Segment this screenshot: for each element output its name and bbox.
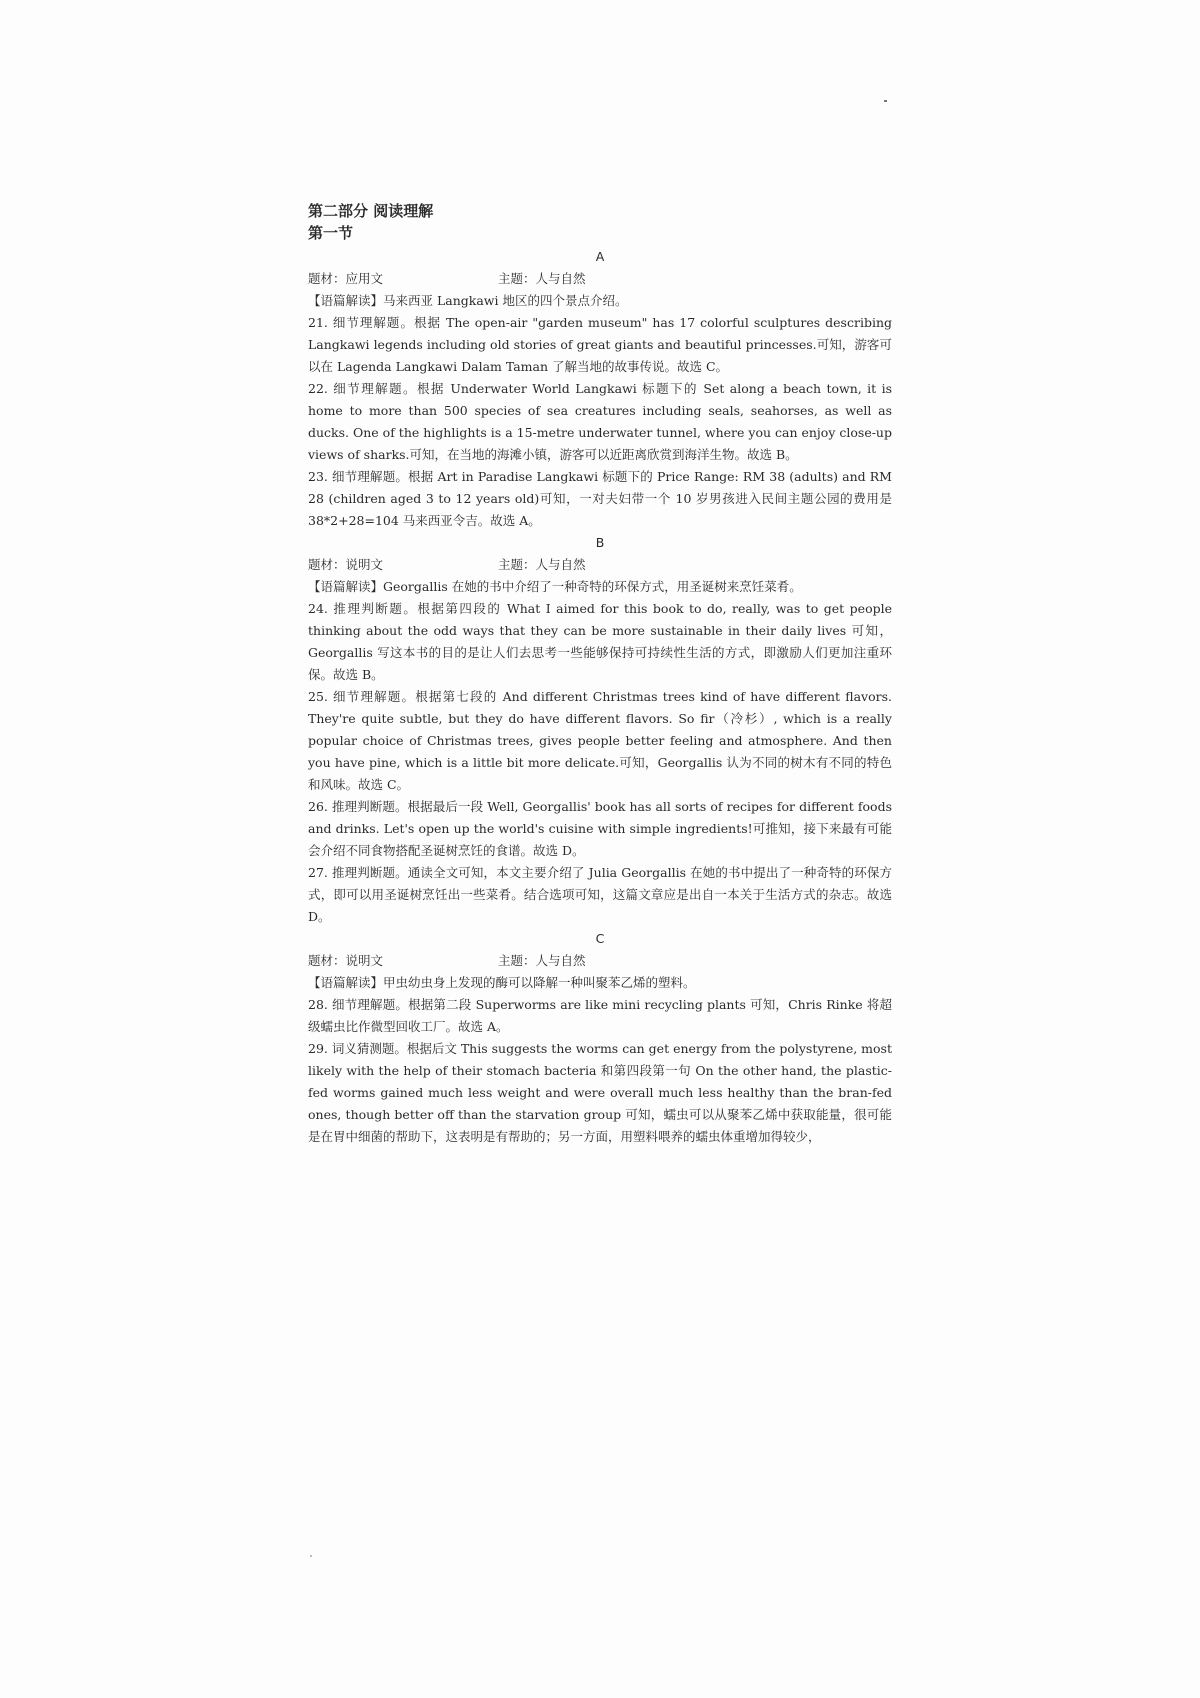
passage-c-meta <box>308 950 892 972</box>
passage-letter-b: B <box>595 535 605 550</box>
section-title: 第一节 <box>308 224 354 242</box>
answer-21: 21. 细节理解题。根据 The open-air "garden museum" has 17 colorful sculptures describing Langkawi legends including old stories of great giants and beautiful princesses.可知，游客可以在 Lagenda Langkawi Dalam Taman 了解当地的故事传说。故选 C。 <box>308 315 892 374</box>
scan-speck <box>884 100 887 102</box>
passage-b-meta <box>308 554 892 576</box>
theme-label: 主题：人与自然 <box>498 271 586 286</box>
scan-speck <box>310 1555 312 1557</box>
genre-label: 题材：应用文 <box>308 271 384 286</box>
theme-label: 主题：人与自然 <box>498 953 586 968</box>
answer-28: 28. 细节理解题。根据第二段 Superworms are like mini recycling plants 可知，Chris Rinke 将超级蠕虫比作微型回收工厂。故选 A。 <box>308 997 892 1034</box>
answer-key-content <box>308 200 892 1148</box>
passage-b-summary: 【语篇解读】Georgallis 在她的书中介绍了一种奇特的环保方式，用圣诞树来烹饪菜肴。 <box>308 579 802 594</box>
passage-letter-c: C <box>595 931 605 946</box>
theme-label: 主题：人与自然 <box>498 557 586 572</box>
genre-label: 题材：说明文 <box>308 557 384 572</box>
answer-27: 27. 推理判断题。通读全文可知，本文主要介绍了 Julia Georgallis 在她的书中提出了一种奇特的环保方式，即可以用圣诞树烹饪出一些菜肴。结合选项可知，这篇文章应是出自一本关于生活方式的杂志。故选 D。 <box>308 865 892 924</box>
part-title: 第二部分 阅读理解 <box>308 202 434 220</box>
answer-29: 29. 词义猜测题。根据后文 This suggests the worms can get energy from the polystyrene, most likely with the help of their stomach bacteria 和第四段第一句 On the other hand, the plastic-fed worms gained much less weight and were overall much less healthy than the bran-fed ones, though better off than the starvation group 可知，蠕虫可以从聚苯乙烯中获取能量，很可能是在胃中细菌的帮助下，这表明是有帮助的；另一方面，用塑料喂养的蠕虫体重增加得较少， <box>308 1041 892 1144</box>
answer-24: 24. 推理判断题。根据第四段的 What I aimed for this book to do, really, was to get people thinking about the odd ways that they can be more sustainable in their daily lives 可知，Georgallis 写这本书的目的是让人们去思考一些能够保持可持续性生活的方式，即激励人们更加注重环保。故选 B。 <box>308 601 892 682</box>
answer-25: 25. 细节理解题。根据第七段的 And different Christmas trees kind of have different flavors. They're quite subtle, but they do have different flavors. So fir（冷杉）, which is a really popular choice of Christmas trees, gives people better feeling and atmosphere. And then you have pine, which is a little bit more delicate.可知，Georgallis 认为不同的树木有不同的特色和风味。故选 C。 <box>308 689 892 792</box>
genre-label: 题材：说明文 <box>308 953 384 968</box>
answer-26: 26. 推理判断题。根据最后一段 Well, Georgallis' book has all sorts of recipes for different foods and drinks. Let's open up the world's cuisine with simple ingredients!可推知，接下来最有可能会介绍不同食物搭配圣诞树烹饪的食谱。故选 D。 <box>308 799 892 858</box>
passage-a-summary: 【语篇解读】马来西亚 Langkawi 地区的四个景点介绍。 <box>308 293 628 308</box>
answer-22: 22. 细节理解题。根据 Underwater World Langkawi 标题下的 Set along a beach town, it is home to more than 500 species of sea creatures including seals, seahorses, as well as ducks. One of the highlights is a 15-metre underwater tunnel, where you can enjoy close-up views of sharks.可知，在当地的海滩小镇，游客可以近距离欣赏到海洋生物。故选 B。 <box>308 381 892 462</box>
passage-letter-a: A <box>595 249 605 264</box>
passage-c-summary: 【语篇解读】甲虫幼虫身上发现的酶可以降解一种叫聚苯乙烯的塑料。 <box>308 975 696 990</box>
passage-a-meta <box>308 268 892 290</box>
answer-23: 23. 细节理解题。根据 Art in Paradise Langkawi 标题下的 Price Range: RM 38 (adults) and RM 28 (children aged 3 to 12 years old)可知，一对夫妇带一个 10 岁男孩进入民间主题公园的费用是 38*2+28=104 马来西亚令吉。故选 A。 <box>308 469 892 528</box>
